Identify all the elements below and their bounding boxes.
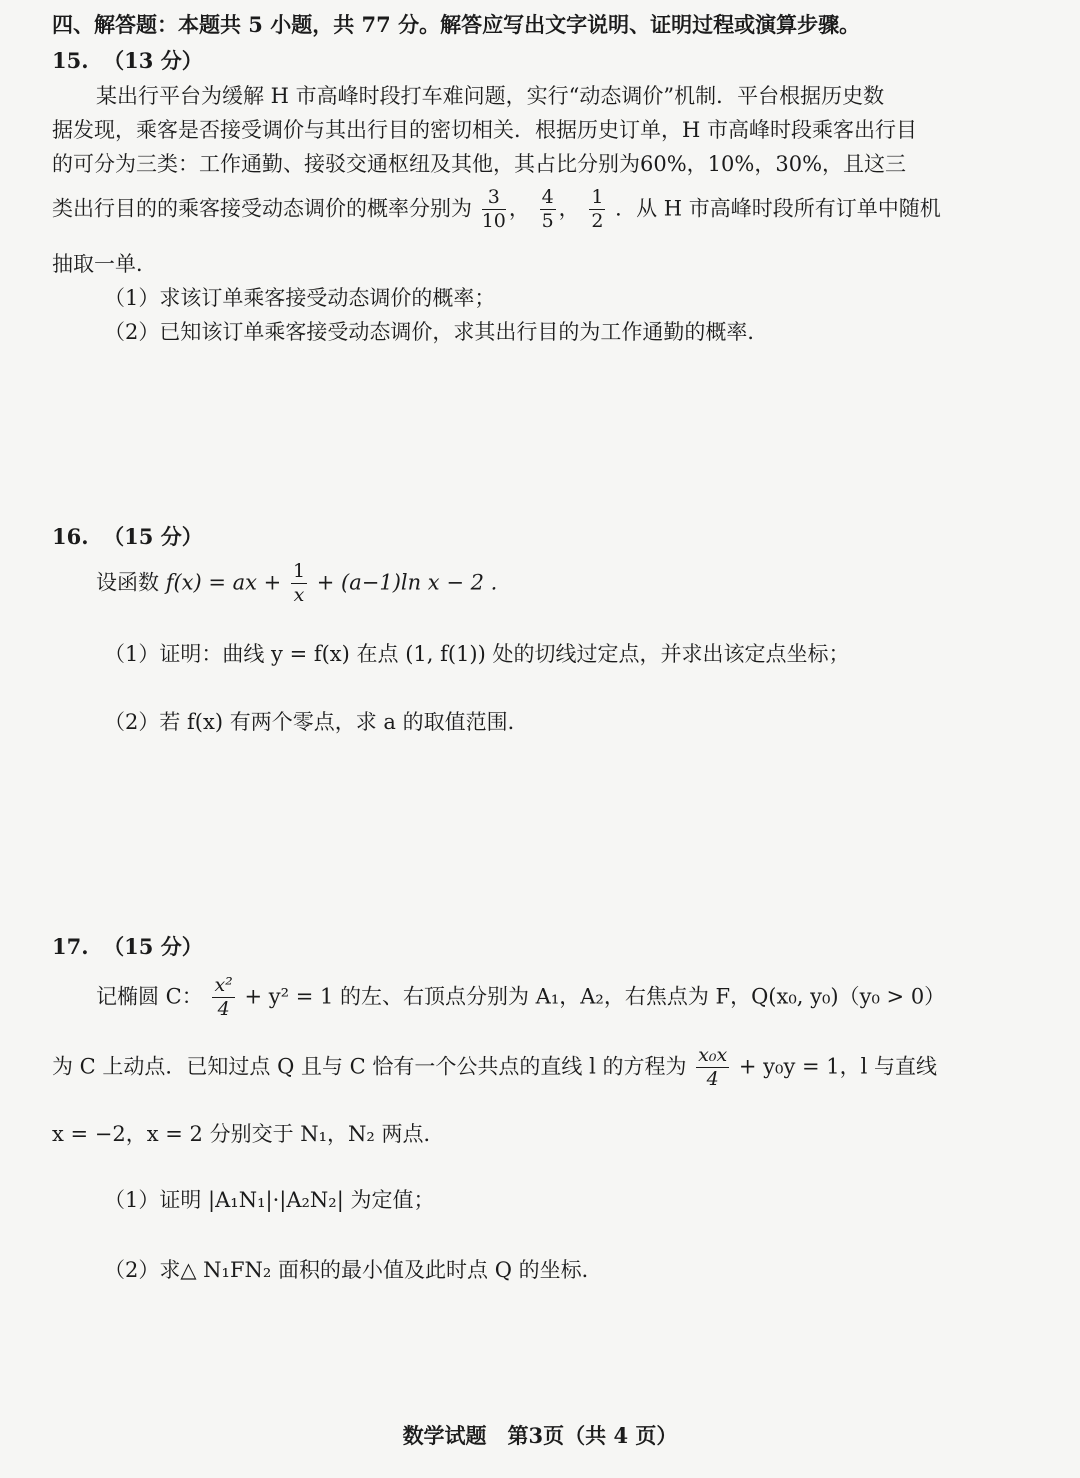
q17-line-den: 4	[706, 1067, 719, 1090]
q17-ell-num: x²	[214, 974, 233, 996]
q15-heading	[52, 50, 203, 71]
q17-part2: （2）求△ N₁FN₂ 面积的最小值及此时点 Q 的坐标．	[104, 1258, 603, 1282]
q15-text-line2: 据发现，乘客是否接受调价与其出行目的密切相关．根据历史订单，H 市高峰时段乘客出行目	[52, 118, 917, 142]
q15-part1: （1）求该订单乘客接受动态调价的概率；	[104, 286, 496, 310]
fraction-4-5	[540, 188, 556, 232]
q16-points: （15 分）	[103, 524, 203, 549]
frac3-num: 1	[591, 186, 604, 208]
q15-text-line3: 的可分为三类：工作通勤、接驳交通枢纽及其他，其占比分别为60%，10%，30%，且这三	[52, 152, 907, 176]
q16-frac-num: 1	[292, 560, 306, 582]
fraction-3-10	[482, 188, 506, 232]
q15-points: （13 分）	[103, 48, 203, 73]
page-footer: 数学试题 第3页（共 4 页）	[402, 1423, 678, 1448]
frac2-den: 5	[541, 209, 554, 232]
q16-fx: f(x) = ax +	[165, 570, 282, 595]
q15-part2: （2）已知该订单乘客接受动态调价，求其出行目的为工作通勤的概率．	[104, 320, 769, 344]
fraction-x0x-over-4	[696, 1046, 729, 1090]
q15-text-line1: 某出行平台为缓解 H 市高峰时段打车难问题，实行“动态调价”机制．平台根据历史数	[96, 84, 885, 108]
q17-intro: 记椭圆 C：	[96, 984, 203, 1009]
q15-line4-end: ．从 H 市高峰时段所有订单中随机	[615, 196, 941, 221]
q17-points: （15 分）	[103, 934, 203, 959]
frac2-num: 4	[541, 186, 554, 208]
q16-part1: （1）证明：曲线 y = f(x) 在点 (1, f(1)) 处的切线过定点，并求出该定点坐标；	[104, 642, 850, 666]
q16-intro: 设函数	[96, 570, 166, 595]
fraction-x2-over-4	[212, 976, 234, 1020]
q17-part1: （1）证明 |A₁N₁|·|A₂N₂| 为定值；	[104, 1188, 435, 1212]
fraction-1-2	[589, 188, 605, 232]
q17-line2	[52, 1046, 937, 1090]
frac1-den: 10	[481, 209, 506, 232]
q17-ell-den: 4	[217, 997, 230, 1020]
q16-function-definition	[96, 562, 497, 606]
q16-heading	[52, 526, 203, 547]
q15-line4-start: 类出行目的的乘客接受动态调价的概率分别为	[52, 196, 472, 221]
frac3-den: 2	[591, 209, 604, 232]
q16-number: 16.	[52, 524, 89, 549]
q17-line2-end: + y₀y = 1，l 与直线	[738, 1054, 938, 1079]
q17-number: 17.	[52, 934, 89, 959]
q17-ellipse-definition	[96, 976, 945, 1020]
section-header: 四、解答题：本题共 5 小题，共 77 分。解答应写出文字说明、证明过程或演算步骤。	[52, 12, 861, 37]
q16-part2: （2）若 f(x) 有两个零点，求 a 的取值范围．	[104, 710, 529, 734]
frac1-num: 3	[482, 188, 506, 210]
q17-heading	[52, 936, 203, 957]
q16-fx-rest: + (a−1)ln x − 2 .	[316, 570, 498, 595]
q17-line-num: x₀x	[698, 1044, 728, 1066]
q17-line2-start: 为 C 上动点．已知过点 Q 且与 C 恰有一个公共点的直线 l 的方程为	[52, 1054, 687, 1079]
q17-intro-rest: + y² = 1 的左、右顶点分别为 A₁，A₂，右焦点为 F，Q(x₀, y₀)（y₀ > 0）	[244, 984, 946, 1009]
fraction-1-over-x	[291, 562, 307, 606]
q16-frac-den: x	[293, 583, 305, 606]
q15-text-line4: 类出行目的的乘客接受动态调价的概率分别为 $\frac{3}{10}$ ， $\frac{4}{5}$ ， $\frac{1}{2}$ ．从 H 市高峰时段所有订单中随机	[52, 186, 941, 232]
q15-text-line5: 抽取一单．	[52, 252, 157, 276]
q15-number: 15.	[52, 48, 89, 73]
q17-line3: x = −2，x = 2 分别交于 N₁，N₂ 两点．	[52, 1122, 445, 1146]
